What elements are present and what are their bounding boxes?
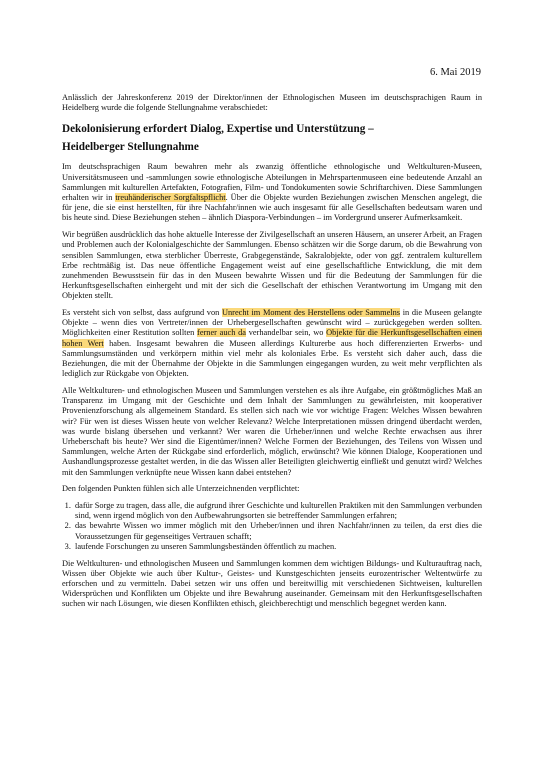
- document-subtitle: Heidelberger Stellungnahme: [62, 141, 199, 154]
- paragraph-5: Den folgenden Punkten fühlen sich alle Unterzeichnenden verpflichtet:: [62, 484, 300, 494]
- document-title: Dekolonisierung erfordert Dialog, Expertise und Unterstützung –: [62, 123, 374, 136]
- highlight-sorgfaltspflicht: treuhänderischer Sorgfaltspflicht: [115, 193, 226, 203]
- highlight-hoher-wert: Objekte für die Herkunftsgesellschaften einen hohen Wert: [62, 328, 482, 348]
- paragraph-3-text-b: in die Museen gelangte Objekte – wenn dies von Vertreter/innen der Urhebergesellschaften gewünscht wird – zurückgegeben werden sollten. Möglichkeiten einer Restitution sollten: [62, 308, 482, 338]
- document-body: [62, 93, 482, 616]
- list-item: 2. das bewahrte Wissen wo immer möglich mit den Urheber/innen und ihren Nachfahr/innen zu teilen, da erst dies die Voraussetzungen für gegenseitiges Vertrauen schafft;: [73, 521, 482, 541]
- paragraph-4: Alle Weltkulturen- und ethnologischen Museen und Sammlungen verstehen es als ihre Aufgabe, ein größtmögliches Maß an Transparenz im Umgang mit der Geschichte und dem Inhalt der Sammlungen zu gewährleisten, mit kooperativer Provenienzforschung als allgemeinem Standard. Es stellen sich nach wie vor wichtige Fragen: Welches Wissen bewahren wir? Für wen ist dieses Wissen heute von welcher Relevanz? Welche Interpretationen müssen dringend überdacht werden, was wurde bislang übersehen und verkannt? Wer waren die Urheber/innen und welche Rechte erwachsen aus ihrer Urheberschaft bis heute? Wer sind die Eigentümer/innen? Welche Formen der Beziehungen, des Teilens von Wissen und Sammlungen, welche Arten der Rückgabe sind erforderlich, möglich, erwünscht? Wie können Dialoge, Kooperationen und Aushandlungsprozesse gestaltet werden, in die das Wissen aller Beteiligten gleichwertig einfließt und genutzt wird? Welches mit den Sammlungen verknüpfte neue Wissen kann dabei entstehen?: [62, 385, 482, 477]
- paragraph-2: Wir begrüßen ausdrücklich das hohe aktuelle Interesse der Zivilgesellschaft an unseren Häusern, an unserer Arbeit, an Fragen und Problemen auch der Kolonialgeschichte der Sammlungen. Ebenso schätzen wir die Sorge darum, ob die Bewahrung von sensiblen Sammlungen, etwa sterblicher Überreste, Grabgegenstände, Sakralobjekte, oder von ggf. zentralem kulturellem Erbe rechtmäßig ist. Das neue öffentliche Engagement weist auf eine gesellschaftliche Entwicklung, die mit dem zunehmenden Bewusstsein für das in den Museen bewahrte Wissen und für die Bedeutung der Sammlungen für die Herkunftsgesellschaften einhergeht und mit der sich die Gesellschaft der ethischen Verantwortung im Umgang mit den Objekten stellt.: [62, 230, 482, 301]
- paragraph-3: [62, 308, 482, 379]
- highlight-unrecht: Unrecht im Moment des Herstellens oder Sammelns: [221, 308, 401, 318]
- document-date: 6. Mai 2019: [429, 67, 481, 78]
- paragraph-3-text-a: Es versteht sich von selbst, dass aufgrund von: [62, 308, 222, 318]
- paragraph-1-text-a: Im deutschsprachigen Raum bewahren mehr als zwanzig öffentliche ethnologische und Weltkulturen-Museen, Universitätsmuseen und -sammlungen sowie ethnologische Abteilungen in Mehrspartenmuseen eine bedeutende Anzahl an Sammlungen mit kulturellen Artefakten, Fotografien, Film- und Tondokumenten sowie Schriftarchiven. Diese Sammlungen erhalten wir in: [62, 162, 482, 203]
- list-item: 1. dafür Sorge zu tragen, dass alle, die aufgrund ihrer Geschichte und kulturellen Praktiken mit den Sammlungen verbunden sind, wenn irgend möglich von den Aufbewahrungsorten sie betreffender Sammlungen erfahren;: [73, 501, 482, 521]
- paragraph-1: [62, 162, 482, 223]
- paragraph-1-text-b: . Über die Objekte wurden Beziehungen zwischen Menschen angelegt, die für jene, die sie einst herstellten, für ihre Nachfahr/innen wie auch insgesamt für alle Gesellschaften bedeutsam waren und bis heute sind. Diese Beziehungen stehen – ähnlich Diaspora-Verbindungen – im Vordergrund unserer Aufmerksamkeit.: [62, 193, 482, 223]
- list-item: 3. laufende Forschungen zu unseren Sammlungsbeständen öffentlich zu machen.: [73, 542, 482, 552]
- intro-paragraph: Anlässlich der Jahreskonferenz 2019 der Direktor/innen der Ethnologischen Museen im deutschsprachigen Raum in Heidelberg wurde die folgende Stellungnahme verabschiedet:: [62, 93, 482, 113]
- highlight-ferner-auch-da: ferner auch da: [197, 328, 247, 338]
- paragraph-3-text-c: verhandelbar sein, wo: [246, 328, 327, 338]
- commitment-list: [62, 501, 482, 552]
- paragraph-3-text-d: haben. Insgesamt bewahren die Museen allerdings Kulturerbe aus hoch differenzierten Erwerbs- und Sammlungsumständen und verkörpern mithin viel mehr als koloniales Erbe. Es versteht sich daher auch, dass die Beziehungen, die mit der Übernahme der Objekte in die Sammlungen eingegangen wurden, zu weit mehr verpflichten als lediglich zur Rückgabe von Objekten.: [62, 338, 482, 379]
- paragraph-6: Die Weltkulturen- und ethnologischen Museen und Sammlungen kommen dem wichtigen Bildungs- und Kulturauftrag nach, Wissen über Objekte wie auch über Kultur-, Geistes- und Kunstgeschichten jenseits eurozentrischer Weltentwürfe zu erforschen und zu vermitteln. Dabei setzen wir uns offen und bereitwillig mit verschiedenen Sichtweisen, kulturellen Widersprüchen und Konflikten um Objekte und ihre Bewahrung auseinander. Gemeinsam mit den Herkunftsgesellschaften suchen wir nach Lösungen, wie diesen Konflikten ethisch, gleichberechtigt und menschlich begegnet werden kann.: [62, 558, 482, 609]
